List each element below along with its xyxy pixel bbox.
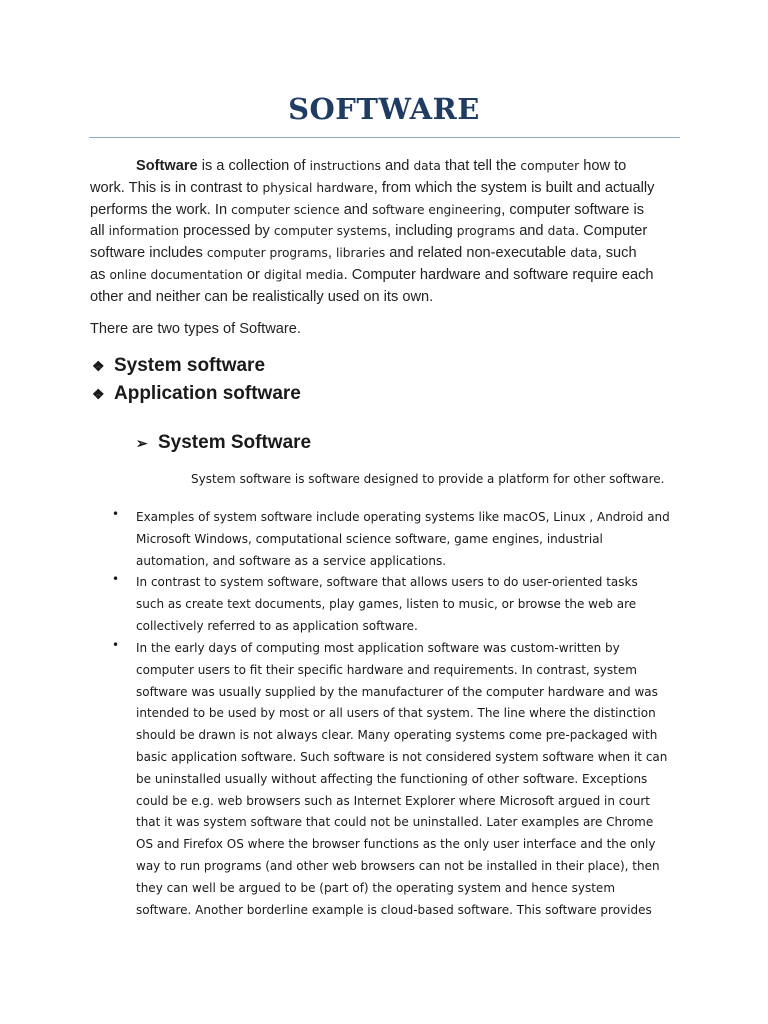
intro-text: and xyxy=(339,201,373,218)
intro-link-term: software engineering xyxy=(372,202,502,217)
types-intro: There are two types of Software. xyxy=(90,321,301,337)
intro-line-4 xyxy=(90,221,680,243)
list-item-text xyxy=(136,507,670,572)
diamond-bullet-icon: ❖ xyxy=(92,386,105,402)
intro-link-term: digital media xyxy=(263,267,344,282)
intro-link-term: online documentation xyxy=(109,267,243,282)
list-item-line: basic application software. Such software is not considered system software when it can xyxy=(136,749,668,764)
list-item-line: should be drawn is not always clear. Many operating systems come pre-packaged with xyxy=(136,728,658,743)
page-title: SOFTWARE xyxy=(288,92,480,126)
intro-text: , xyxy=(327,245,336,262)
intro-line-5 xyxy=(90,243,680,265)
intro-link-term: data xyxy=(547,224,576,239)
type-label: System software xyxy=(114,355,266,376)
intro-text: and xyxy=(380,158,414,174)
title-divider xyxy=(89,137,680,138)
list-item-line: way to run programs (and other web browsers can not be installed in their place), then xyxy=(136,858,660,873)
intro-line-7 xyxy=(90,287,680,309)
intro-text: . Computer xyxy=(575,223,648,240)
list-item-line: In the early days of computing most application software was custom-written by xyxy=(136,641,620,655)
section-heading xyxy=(136,432,311,454)
intro-term-software: Software xyxy=(136,158,198,174)
list-item-line: In contrast to system software, software that allows users to do user-oriented tasks xyxy=(136,575,638,589)
section-definition: System software is software designed to provide a platform for other software. xyxy=(191,472,665,486)
intro-link-term: programs xyxy=(456,224,516,239)
intro-text: software includes xyxy=(90,245,207,262)
intro-paragraph xyxy=(90,156,680,309)
list-item-line: such as create text documents, play games, listen to music, or browse the web are xyxy=(136,596,637,611)
intro-link-term: computer systems xyxy=(273,224,387,239)
list-item-line: automation, and software as a service applications. xyxy=(136,553,447,568)
intro-text: , including xyxy=(386,223,457,240)
intro-link-term: information xyxy=(108,224,179,239)
intro-text: performs the work. In xyxy=(90,201,232,218)
intro-text: . Computer hardware and software require each xyxy=(343,266,654,283)
intro-text: and xyxy=(515,223,548,240)
intro-line-1 xyxy=(90,156,680,178)
list-item-line: OS and Firefox OS where the browser functions as the only user interface and the only xyxy=(136,837,656,852)
type-label: Application software xyxy=(114,383,301,404)
intro-text: is a collection of xyxy=(197,158,310,174)
bullet-icon: • xyxy=(112,572,120,586)
list-item-line: Examples of system software include operating systems like macOS, Linux , Android and xyxy=(136,510,670,524)
intro-text: , such xyxy=(597,245,637,262)
intro-link-term: data xyxy=(413,159,441,173)
list-item-line: software. Another borderline example is cloud-based software. This software provides xyxy=(136,902,652,917)
intro-link-term: computer science xyxy=(231,202,340,217)
intro-text: as xyxy=(90,266,110,283)
list-item-text xyxy=(136,638,667,921)
bullet-icon: • xyxy=(112,507,120,521)
arrow-bullet-icon: ➢ xyxy=(136,435,148,451)
list-item-line: that it was system software that could not be uninstalled. Later examples are Chrome xyxy=(136,815,654,830)
intro-line-6 xyxy=(90,265,680,287)
intro-text: , from which the system is built and actually xyxy=(373,179,655,196)
list-item-text xyxy=(136,572,638,637)
list-item-line: computer users to fit their specific hardware and requirements. In contrast, system xyxy=(136,662,637,677)
intro-link-term: computer xyxy=(520,159,580,173)
list-item-line: Microsoft Windows, computational science software, game engines, industrial xyxy=(136,531,603,546)
list-item-line: intended to be used by most or all users of that system. The line where the distinction xyxy=(136,706,656,721)
type-item-application-software xyxy=(92,383,301,405)
intro-text: all xyxy=(90,223,109,240)
type-item-system-software xyxy=(92,355,265,377)
intro-line-2 xyxy=(90,178,680,200)
intro-link-term: libraries xyxy=(335,246,386,261)
intro-text: that tell the xyxy=(440,158,521,174)
list-item-line: be uninstalled usually without affecting the functioning of other software. Exceptions xyxy=(136,771,648,786)
intro-text: processed by xyxy=(179,223,274,240)
list-item-line: could be e.g. web browsers such as Internet Explorer where Microsoft argued in court xyxy=(136,793,650,808)
intro-link-term: computer programs xyxy=(206,246,328,261)
list-item-line: they can well be argued to be (part of) the operating system and hence system xyxy=(136,880,616,895)
intro-text: other and neither can be realistically used on its own. xyxy=(90,288,434,305)
intro-text: and related non-executable xyxy=(385,245,571,262)
intro-text: , computer software is xyxy=(501,201,644,218)
intro-link-term: instructions xyxy=(309,159,381,173)
list-item-line: collectively referred to as application software. xyxy=(136,618,418,633)
section-heading-text: System Software xyxy=(158,432,312,453)
intro-text: how to xyxy=(579,158,627,174)
diamond-bullet-icon: ❖ xyxy=(92,358,105,374)
intro-link-term: physical hardware xyxy=(262,180,374,195)
intro-text: or xyxy=(242,266,264,283)
bullet-icon: • xyxy=(112,638,120,652)
intro-text: work. This is in contrast to xyxy=(90,179,263,196)
intro-link-term: data xyxy=(570,246,598,261)
list-item-line: software was usually supplied by the manufacturer of the computer hardware and was xyxy=(136,684,658,699)
intro-line-3 xyxy=(90,200,680,222)
